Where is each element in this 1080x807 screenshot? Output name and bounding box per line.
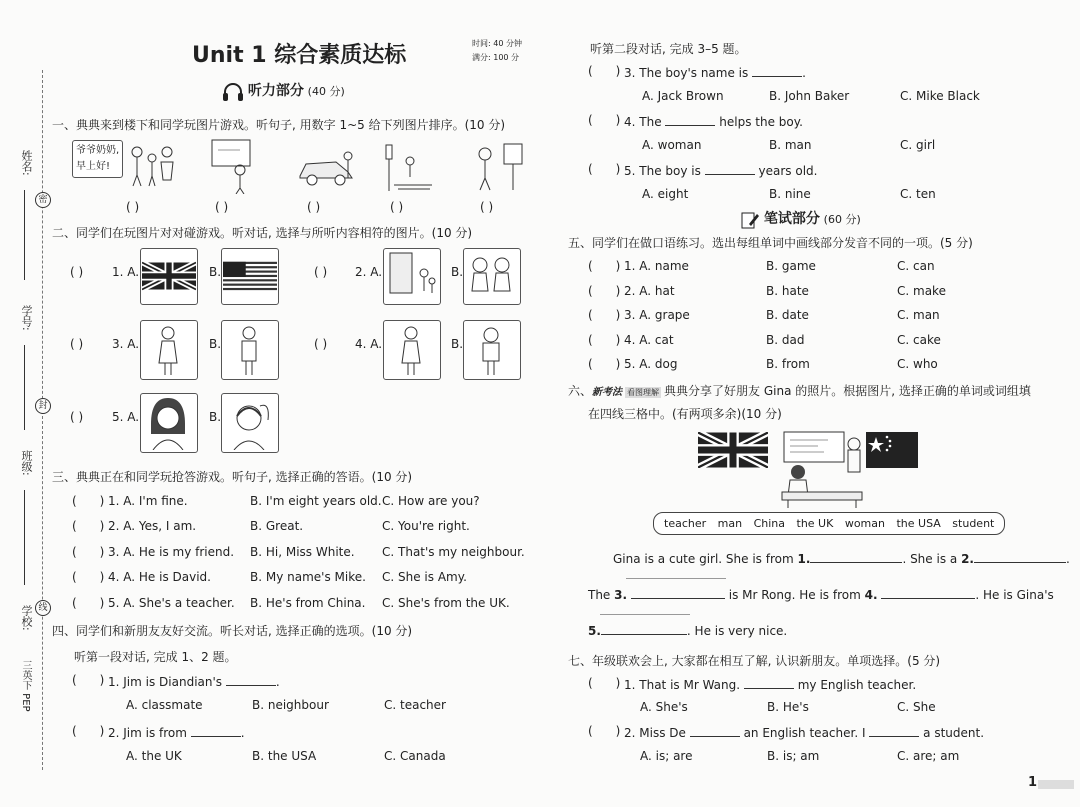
- s4-q2-text: 2. Jim is from: [108, 726, 187, 740]
- s4-q5-opt-b: B. nine: [769, 187, 811, 201]
- s5-q5-paren[interactable]: ( ): [588, 357, 621, 371]
- china-flag-icon: [866, 432, 918, 468]
- teacher-board-icon: [210, 138, 260, 194]
- s2-q5-b-label: B.: [209, 410, 222, 424]
- girl-ponytail-icon: [222, 394, 276, 450]
- s5-q2-paren[interactable]: ( ): [588, 284, 621, 298]
- s4-q5-blank[interactable]: [705, 162, 755, 175]
- s5-q1-opt-b: B. game: [766, 259, 816, 273]
- writing-title: 笔试部分: [763, 211, 820, 227]
- s6-line3: . He is very nice.: [686, 624, 788, 638]
- s6-blank-2[interactable]: [974, 550, 1066, 563]
- s4-q3-opt-b: B. John Baker: [769, 89, 850, 103]
- s5-q5-opt-c: C. who: [897, 357, 938, 371]
- s7-q2-opt-c: C. are; am: [897, 749, 960, 763]
- s5-q4-paren[interactable]: ( ): [588, 333, 621, 347]
- writing-header: [740, 208, 861, 230]
- order-paren-3[interactable]: ( ): [307, 200, 321, 214]
- name-label: 姓名:: [20, 150, 33, 176]
- s4-intro: 听第一段对话, 完成 1、2 题。: [74, 650, 237, 664]
- s2-q2-a-picture: [383, 248, 441, 305]
- s4-q1-opt-a: A. classmate: [126, 698, 203, 712]
- s6-line1a: Gina is a cute girl. She is from: [613, 552, 794, 566]
- word-man[interactable]: man: [717, 517, 743, 530]
- s3-q2-paren[interactable]: ( ): [72, 519, 105, 533]
- s5-q1-opt-c: C. can: [897, 259, 935, 273]
- s7-q2-text-c: a student.: [923, 726, 985, 740]
- s2-q5-a-picture: [140, 393, 198, 453]
- page-tab: [1038, 780, 1074, 789]
- listening-score: (40 分): [307, 85, 345, 98]
- s4-q4-opt-b: B. man: [769, 138, 812, 152]
- s6-sentence-3: [588, 622, 787, 638]
- s6-num-1: 1.: [797, 552, 811, 566]
- word-teacher[interactable]: teacher: [664, 517, 707, 530]
- s4-q4-paren[interactable]: ( ): [588, 113, 621, 127]
- s5-q3-opt-a: 3. A. grape: [624, 308, 690, 322]
- s6-blank-5[interactable]: [601, 622, 687, 635]
- s4-q4-text-a: 4. The: [624, 115, 662, 129]
- s4-q2-opt-c: C. Canada: [384, 749, 446, 763]
- id-line: [24, 345, 25, 430]
- s3-q3-opt-b: B. Hi, Miss White.: [250, 545, 355, 559]
- s3-q1-paren[interactable]: ( ): [72, 494, 105, 508]
- s7-q2-blank-2[interactable]: [869, 724, 919, 737]
- s4-q4-text-b: helps the boy.: [719, 115, 803, 129]
- s2-q4-b-picture: [463, 320, 521, 380]
- s4-q1: 1. Jim is Diandian's .: [108, 675, 280, 689]
- s2-q2-b-picture: [463, 248, 521, 305]
- s4-q5-opt-a: A. eight: [642, 187, 689, 201]
- s5-q2-opt-a: 2. A. hat: [624, 284, 675, 298]
- binding-line: [42, 70, 43, 770]
- s3-q4-opt-c: C. She is Amy.: [382, 570, 467, 584]
- s4-q4: [624, 113, 803, 129]
- name-line: [24, 190, 25, 280]
- s2-q5-label: 5. A.: [112, 410, 140, 424]
- crossing-icon: [380, 143, 435, 193]
- s7-q2-text-a: 2. Miss De: [624, 726, 686, 740]
- class-label: 班级:: [20, 450, 33, 476]
- kids-at-window-icon: [470, 140, 528, 195]
- seal-char-xian: 线: [35, 600, 51, 616]
- order-paren-4[interactable]: ( ): [390, 200, 404, 214]
- two-girls-icon: [464, 249, 518, 302]
- s6-tag-2: 看图理解: [627, 388, 660, 397]
- usa-flag-icon: [223, 261, 277, 291]
- car-icon: [296, 148, 356, 190]
- s3-q3-paren[interactable]: ( ): [72, 545, 105, 559]
- s2-q1-a-picture: [140, 248, 198, 305]
- word-student[interactable]: student: [952, 517, 995, 530]
- s3-q5-paren[interactable]: ( ): [72, 596, 105, 610]
- pencil-paper-icon: [740, 210, 760, 230]
- s2-q1-label: 1. A.: [112, 265, 140, 279]
- section-6-title: [568, 382, 1031, 399]
- s3-q1-opt-b: B. I'm eight years old.: [250, 494, 382, 508]
- s6-blank-1[interactable]: [810, 550, 902, 563]
- s3-q4-opt-b: B. My name's Mike.: [250, 570, 366, 584]
- s4-q5-opt-c: C. ten: [900, 187, 936, 201]
- word-bank: [653, 512, 1005, 535]
- listening-title: 听力部分: [247, 83, 304, 99]
- s2-q4-paren[interactable]: ( ): [314, 337, 328, 351]
- s6-new-tag: 新考法: [592, 387, 623, 398]
- s2-q1-b-label: B.: [209, 265, 222, 279]
- s4-intro-2: 听第二段对话, 完成 3–5 题。: [590, 42, 747, 56]
- page-number: 1: [1028, 775, 1038, 790]
- s5-q3-opt-c: C. man: [897, 308, 940, 322]
- picture-greeting: [72, 140, 177, 190]
- s4-q1-paren[interactable]: ( ): [72, 673, 105, 687]
- seal-char-mi: 密: [35, 192, 51, 208]
- s5-q4-opt-a: 4. A. cat: [624, 333, 674, 347]
- s7-q1-text-a: 1. That is Mr Wang.: [624, 678, 741, 692]
- s4-q1-opt-c: C. teacher: [384, 698, 446, 712]
- woman-figure-icon: [384, 321, 438, 377]
- guide-line: [626, 578, 726, 579]
- s2-q1-paren[interactable]: ( ): [70, 265, 84, 279]
- s3-q5-opt-b: B. He's from China.: [250, 596, 366, 610]
- s7-q2: [624, 724, 984, 740]
- s3-q1-opt-c: C. How are you?: [382, 494, 480, 508]
- order-paren-2[interactable]: ( ): [215, 200, 229, 214]
- s4-q4-opt-a: A. woman: [642, 138, 702, 152]
- s3-q3-opt-c: C. That's my neighbour.: [382, 545, 525, 559]
- s5-q1-paren[interactable]: ( ): [588, 259, 621, 273]
- s4-q3-text: 3. The boy's name is: [624, 66, 749, 80]
- s7-q1-paren[interactable]: ( ): [588, 676, 621, 690]
- s4-q1-opt-b: B. neighbour: [252, 698, 329, 712]
- page-title: Unit 1 综合素质达标: [192, 43, 407, 68]
- s6-num-5: 5.: [588, 624, 601, 638]
- s4-q1-text: 1. Jim is Diandian's: [108, 675, 223, 689]
- s7-q1-blank[interactable]: [744, 676, 794, 689]
- s2-q5-b-picture: [221, 393, 279, 453]
- s4-q3-blank[interactable]: [752, 64, 802, 77]
- right-page: [540, 0, 1080, 807]
- uk-flag-icon: [142, 261, 196, 291]
- full-score: 满分: 100 分: [472, 53, 520, 62]
- s6-line2c: . He is Gina's: [975, 588, 1054, 602]
- s5-q2-opt-c: C. make: [897, 284, 946, 298]
- student-id-label: 学号:: [20, 305, 33, 331]
- s4-q3-opt-a: A. Jack Brown: [642, 89, 724, 103]
- s4-q2-opt-a: A. the UK: [126, 749, 182, 763]
- section-4-title: 四、同学们和新朋友友好交流。听长对话, 选择正确的选项。(10 分): [52, 624, 413, 638]
- man-figure-icon: [222, 321, 276, 377]
- s3-q2-opt-a: 2. A. Yes, I am.: [108, 519, 197, 533]
- boy-figure-icon: [464, 321, 518, 377]
- s7-q2-paren[interactable]: ( ): [588, 724, 621, 738]
- guide-line: [600, 614, 690, 615]
- s4-q4-blank[interactable]: [665, 113, 715, 126]
- s4-q2: 2. Jim is from .: [108, 726, 245, 740]
- s2-q2-b-label: B.: [451, 265, 464, 279]
- s6-num-4: 4.: [864, 588, 878, 602]
- s7-q2-opt-b: B. is; am: [767, 749, 820, 763]
- s2-q3-label: 3. A.: [112, 337, 140, 351]
- s5-q4-opt-c: C. cake: [897, 333, 941, 347]
- s5-q5-opt-b: B. from: [766, 357, 810, 371]
- s7-q1-opt-b: B. He's: [767, 700, 809, 714]
- s2-q2-paren[interactable]: ( ): [314, 265, 328, 279]
- s4-q2-opt-b: B. the USA: [252, 749, 317, 763]
- s4-q5-text-b: years old.: [758, 164, 818, 178]
- s3-q3-opt-a: 3. A. He is my friend.: [108, 545, 235, 559]
- s6-blank-3[interactable]: [631, 586, 725, 599]
- section-6-title-2: 在四线三格中。(有两项多余)(10 分): [588, 407, 782, 421]
- time-limit: 时间: 40 分钟: [472, 39, 522, 48]
- order-paren-5[interactable]: ( ): [480, 200, 494, 214]
- s5-q5-opt-a: 5. A. dog: [624, 357, 678, 371]
- s2-q5-paren[interactable]: ( ): [70, 410, 84, 424]
- s3-q4-opt-a: 4. A. He is David.: [108, 570, 211, 584]
- s2-q3-b-label: B.: [209, 337, 222, 351]
- s4-q5-text-a: 5. The boy is: [624, 164, 701, 178]
- bubble-line-1: 爷爷奶奶,: [76, 145, 120, 156]
- order-paren-1[interactable]: ( ): [126, 200, 140, 214]
- s6-line2a: The: [588, 588, 611, 602]
- s4-q2-blank[interactable]: [191, 724, 241, 737]
- s2-q3-b-picture: [221, 320, 279, 380]
- s4-q5: [624, 162, 817, 178]
- girl-face-icon: [141, 394, 195, 450]
- word-the-usa[interactable]: the USA: [896, 517, 941, 530]
- s2-q4-b-label: B.: [451, 337, 464, 351]
- s7-q1-text-b: my English teacher.: [797, 678, 917, 692]
- s4-q3-paren[interactable]: ( ): [588, 64, 621, 78]
- s3-q2-opt-c: C. You're right.: [382, 519, 470, 533]
- section-3-title: 三、典典正在和同学玩抢答游戏。听句子, 选择正确的答语。(10 分): [52, 470, 413, 484]
- s3-q5-opt-a: 5. A. She's a teacher.: [108, 596, 235, 610]
- word-woman[interactable]: woman: [844, 517, 885, 530]
- s7-q2-opt-a: A. is; are: [640, 749, 693, 763]
- s6-title-rest: 典典分享了好朋友 Gina 的照片。根据图片, 选择正确的单词或词组填: [664, 384, 1031, 398]
- woman-figure-icon: [141, 321, 195, 377]
- word-china[interactable]: China: [753, 517, 785, 530]
- door-people-icon: [384, 249, 438, 302]
- s2-q4-label: 4. A.: [355, 337, 383, 351]
- s4-q3: 3. The boy's name is .: [624, 66, 806, 80]
- s4-q5-paren[interactable]: ( ): [588, 162, 621, 176]
- edition-label: 三英下 PEP: [20, 660, 31, 712]
- seal-char-feng: 封: [35, 398, 51, 414]
- s6-sentence-1: Gina is a cute girl. She is from 1. . She is a 2. .: [613, 552, 1070, 566]
- s7-q1-opt-c: C. She: [897, 700, 936, 714]
- listening-header: [222, 80, 345, 103]
- s4-q4-opt-c: C. girl: [900, 138, 936, 152]
- s3-q2-opt-b: B. Great.: [250, 519, 304, 533]
- s4-q1-blank[interactable]: [226, 673, 276, 686]
- s7-q2-blank-1[interactable]: [690, 724, 740, 737]
- s6-num-2: 2.: [961, 552, 974, 566]
- s6-title-num: 六、: [568, 384, 593, 398]
- s2-q3-paren[interactable]: ( ): [70, 337, 84, 351]
- s7-q2-text-b: an English teacher. I: [743, 726, 866, 740]
- s3-q1-opt-a: 1. A. I'm fine.: [108, 494, 188, 508]
- s6-blank-4[interactable]: [881, 586, 975, 599]
- s2-q3-a-picture: [140, 320, 198, 380]
- family-figures-icon: [127, 140, 177, 190]
- s2-q2-label: 2. A.: [355, 265, 383, 279]
- s5-q3-opt-b: B. date: [766, 308, 809, 322]
- s5-q2-opt-b: B. hate: [766, 284, 809, 298]
- writing-score: (60 分): [823, 213, 861, 226]
- s5-q1-opt-a: 1. A. name: [624, 259, 689, 273]
- bubble-line-2: 早上好!: [76, 161, 111, 172]
- classroom-scene-icon: [778, 430, 868, 508]
- s6-num-3: 3.: [614, 588, 628, 602]
- s3-q4-paren[interactable]: ( ): [72, 570, 105, 584]
- s3-q5-opt-c: C. She's from the UK.: [382, 596, 510, 610]
- s6-sentence-2: [588, 586, 1054, 602]
- school-label: 学校:: [20, 605, 33, 631]
- section-2-title: 二、同学们在玩图片对对碰游戏。听对话, 选择与所听内容相符的图片。(10 分): [52, 226, 473, 240]
- s6-line1b: . She is a: [902, 552, 958, 566]
- section-7-title: 七、年级联欢会上, 大家都在相互了解, 认识新朋友。单项选择。(5 分): [568, 654, 941, 668]
- word-the-uk[interactable]: the UK: [796, 517, 834, 530]
- s5-q3-paren[interactable]: ( ): [588, 308, 621, 322]
- class-line: [24, 490, 25, 585]
- s7-q1: [624, 676, 916, 692]
- s4-q2-paren[interactable]: ( ): [72, 724, 105, 738]
- headphones-icon: [222, 81, 244, 103]
- s4-q3-opt-c: C. Mike Black: [900, 89, 980, 103]
- section-1-title: 一、典典来到楼下和同学玩图片游戏。听句子, 用数字 1~5 给下列图片排序。(10 分): [52, 118, 506, 132]
- section-5-title: 五、同学们在做口语练习。选出每组单词中画线部分发音不同的一项。(5 分): [568, 236, 973, 250]
- s7-q1-opt-a: A. She's: [640, 700, 688, 714]
- uk-flag-icon: [698, 432, 768, 468]
- s6-line2b: is Mr Rong. He is from: [728, 588, 861, 602]
- s2-q1-b-picture: [221, 248, 279, 305]
- s2-q4-a-picture: [383, 320, 441, 380]
- s5-q4-opt-b: B. dad: [766, 333, 805, 347]
